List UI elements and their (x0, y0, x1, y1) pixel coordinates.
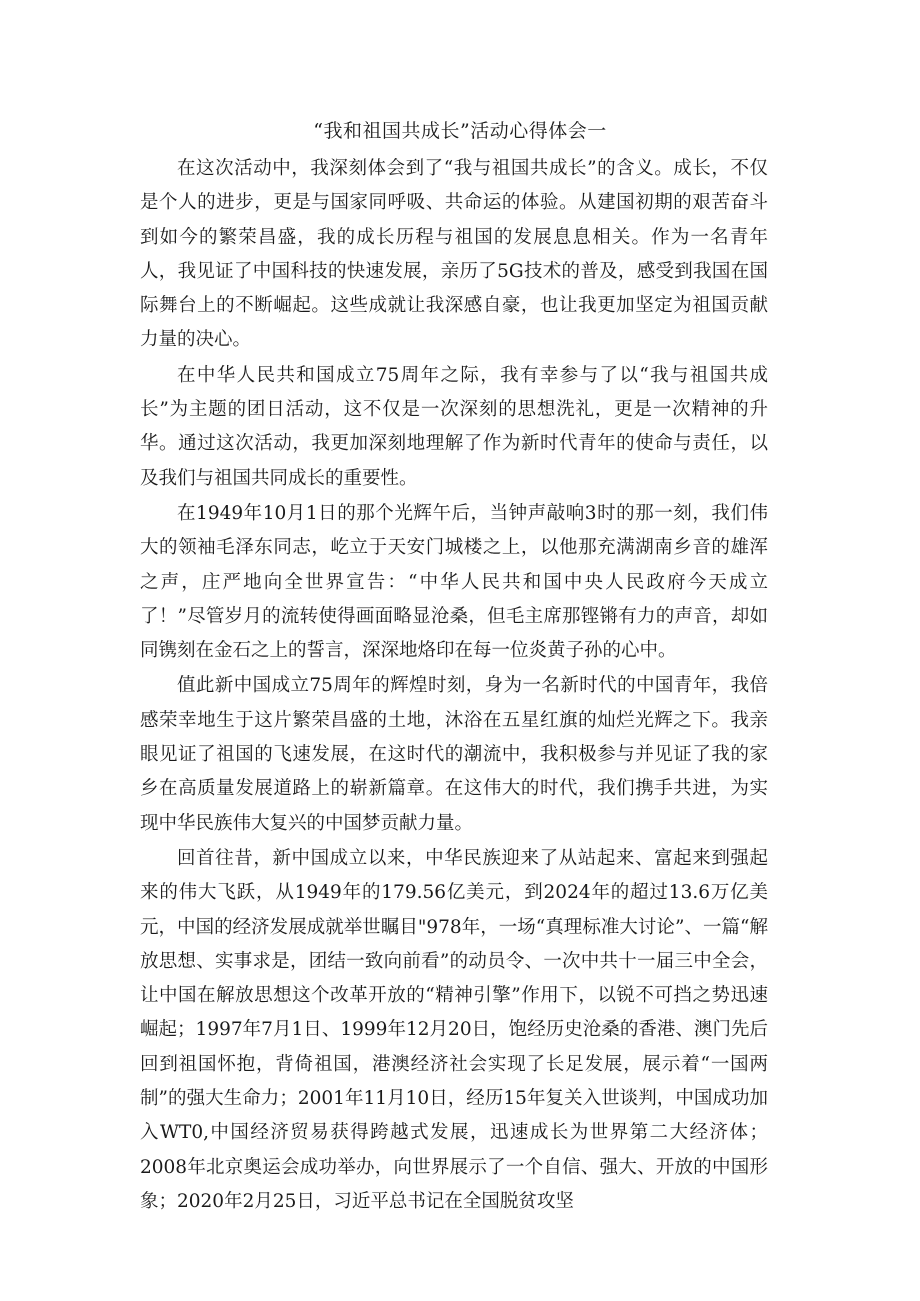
document-body (140, 152, 768, 1220)
document-title: “我和祖国共成长”活动心得体会一 (313, 120, 607, 142)
paragraph-2: 在中华人民共和国成立75周年之际，我有幸参与了以“我与祖国共成长”为主题的团日活动，这不仅是一次深刻的思想洗礼，更是一次精神的升华。通过这次活动，我更加深刻地理解了作为新时代青年的使命与责任，以及我们与祖国共同成长的重要性。 (140, 364, 768, 489)
paragraph-5: 回首往昔，新中国成立以来，中华民族迎来了从站起来、富起来到强起来的伟大飞跃，从1949年的179.56亿美元，到2024年的超过13.6万亿美元，中国的经济发展成就举世瞩目"978年，一场“真理标准大讨论”、一篇“解放思想、实事求是，团结一致向前看”的动员令、一次中共十一届三中全会，让中国在解放思想这个改革开放的“精神引擎”作用下，以锐不可挡之势迅速崛起；1997年7月1日、1999年12月20日，饱经历史沧桑的香港、澳门先后回到祖国怀抱，背倚祖国，港澳经济社会实现了长足发展，展示着“一国两制”的强大生命力；2001年11月10日，经历15年复关入世谈判，中国成功加入WT0,中国经济贸易获得跨越式发展，迅速成长为世界第二大经济体；2008年北京奥运会成功举办，向世界展示了一个自信、强大、开放的中国形象；2020年2月25日，习近平总书记在全国脱贫攻坚 (140, 847, 768, 1212)
paragraph-1: 在这次活动中，我深刻体会到了“我与祖国共成长”的含义。成长，不仅是个人的进步，更是与国家同呼吸、共命运的体验。从建国初期的艰苦奋斗到如今的繁荣昌盛，我的成长历程与祖国的发展息息相关。作为一名青年人，我见证了中国科技的快速发展，亲历了5G技术的普及，感受到我国在国际舞台上的不断崛起。这些成就让我深感自豪，也让我更加坚定为祖国贡献力量的决心。 (140, 158, 768, 351)
paragraph-4: 值此新中国成立75周年的辉煌时刻，身为一名新时代的中国青年，我倍感荣幸地生于这片繁荣昌盛的土地，沐浴在五星红旗的灿烂光辉之下。我亲眼见证了祖国的飞速发展，在这时代的潮流中，我积极参与并见证了我的家乡在高质量发展道路上的崭新篇章。在这伟大的时代，我们携手共进，为实现中华民族伟大复兴的中国梦贡献力量。 (140, 675, 768, 834)
paragraph-3: 在1949年10月1日的那个光辉午后，当钟声敲响3时的那一刻，我们伟大的领袖毛泽东同志，屹立于天安门城楼之上，以他那充满湖南乡音的雄浑之声，庄严地向全世界宣告：“中华人民共和国中央人民政府今天成立了！”尽管岁月的流转使得画面略显沧桑，但毛主席那铿锵有力的声音，却如同镌刻在金石之上的誓言，深深地烙印在每一位炎黄子孙的心中。 (140, 502, 768, 662)
